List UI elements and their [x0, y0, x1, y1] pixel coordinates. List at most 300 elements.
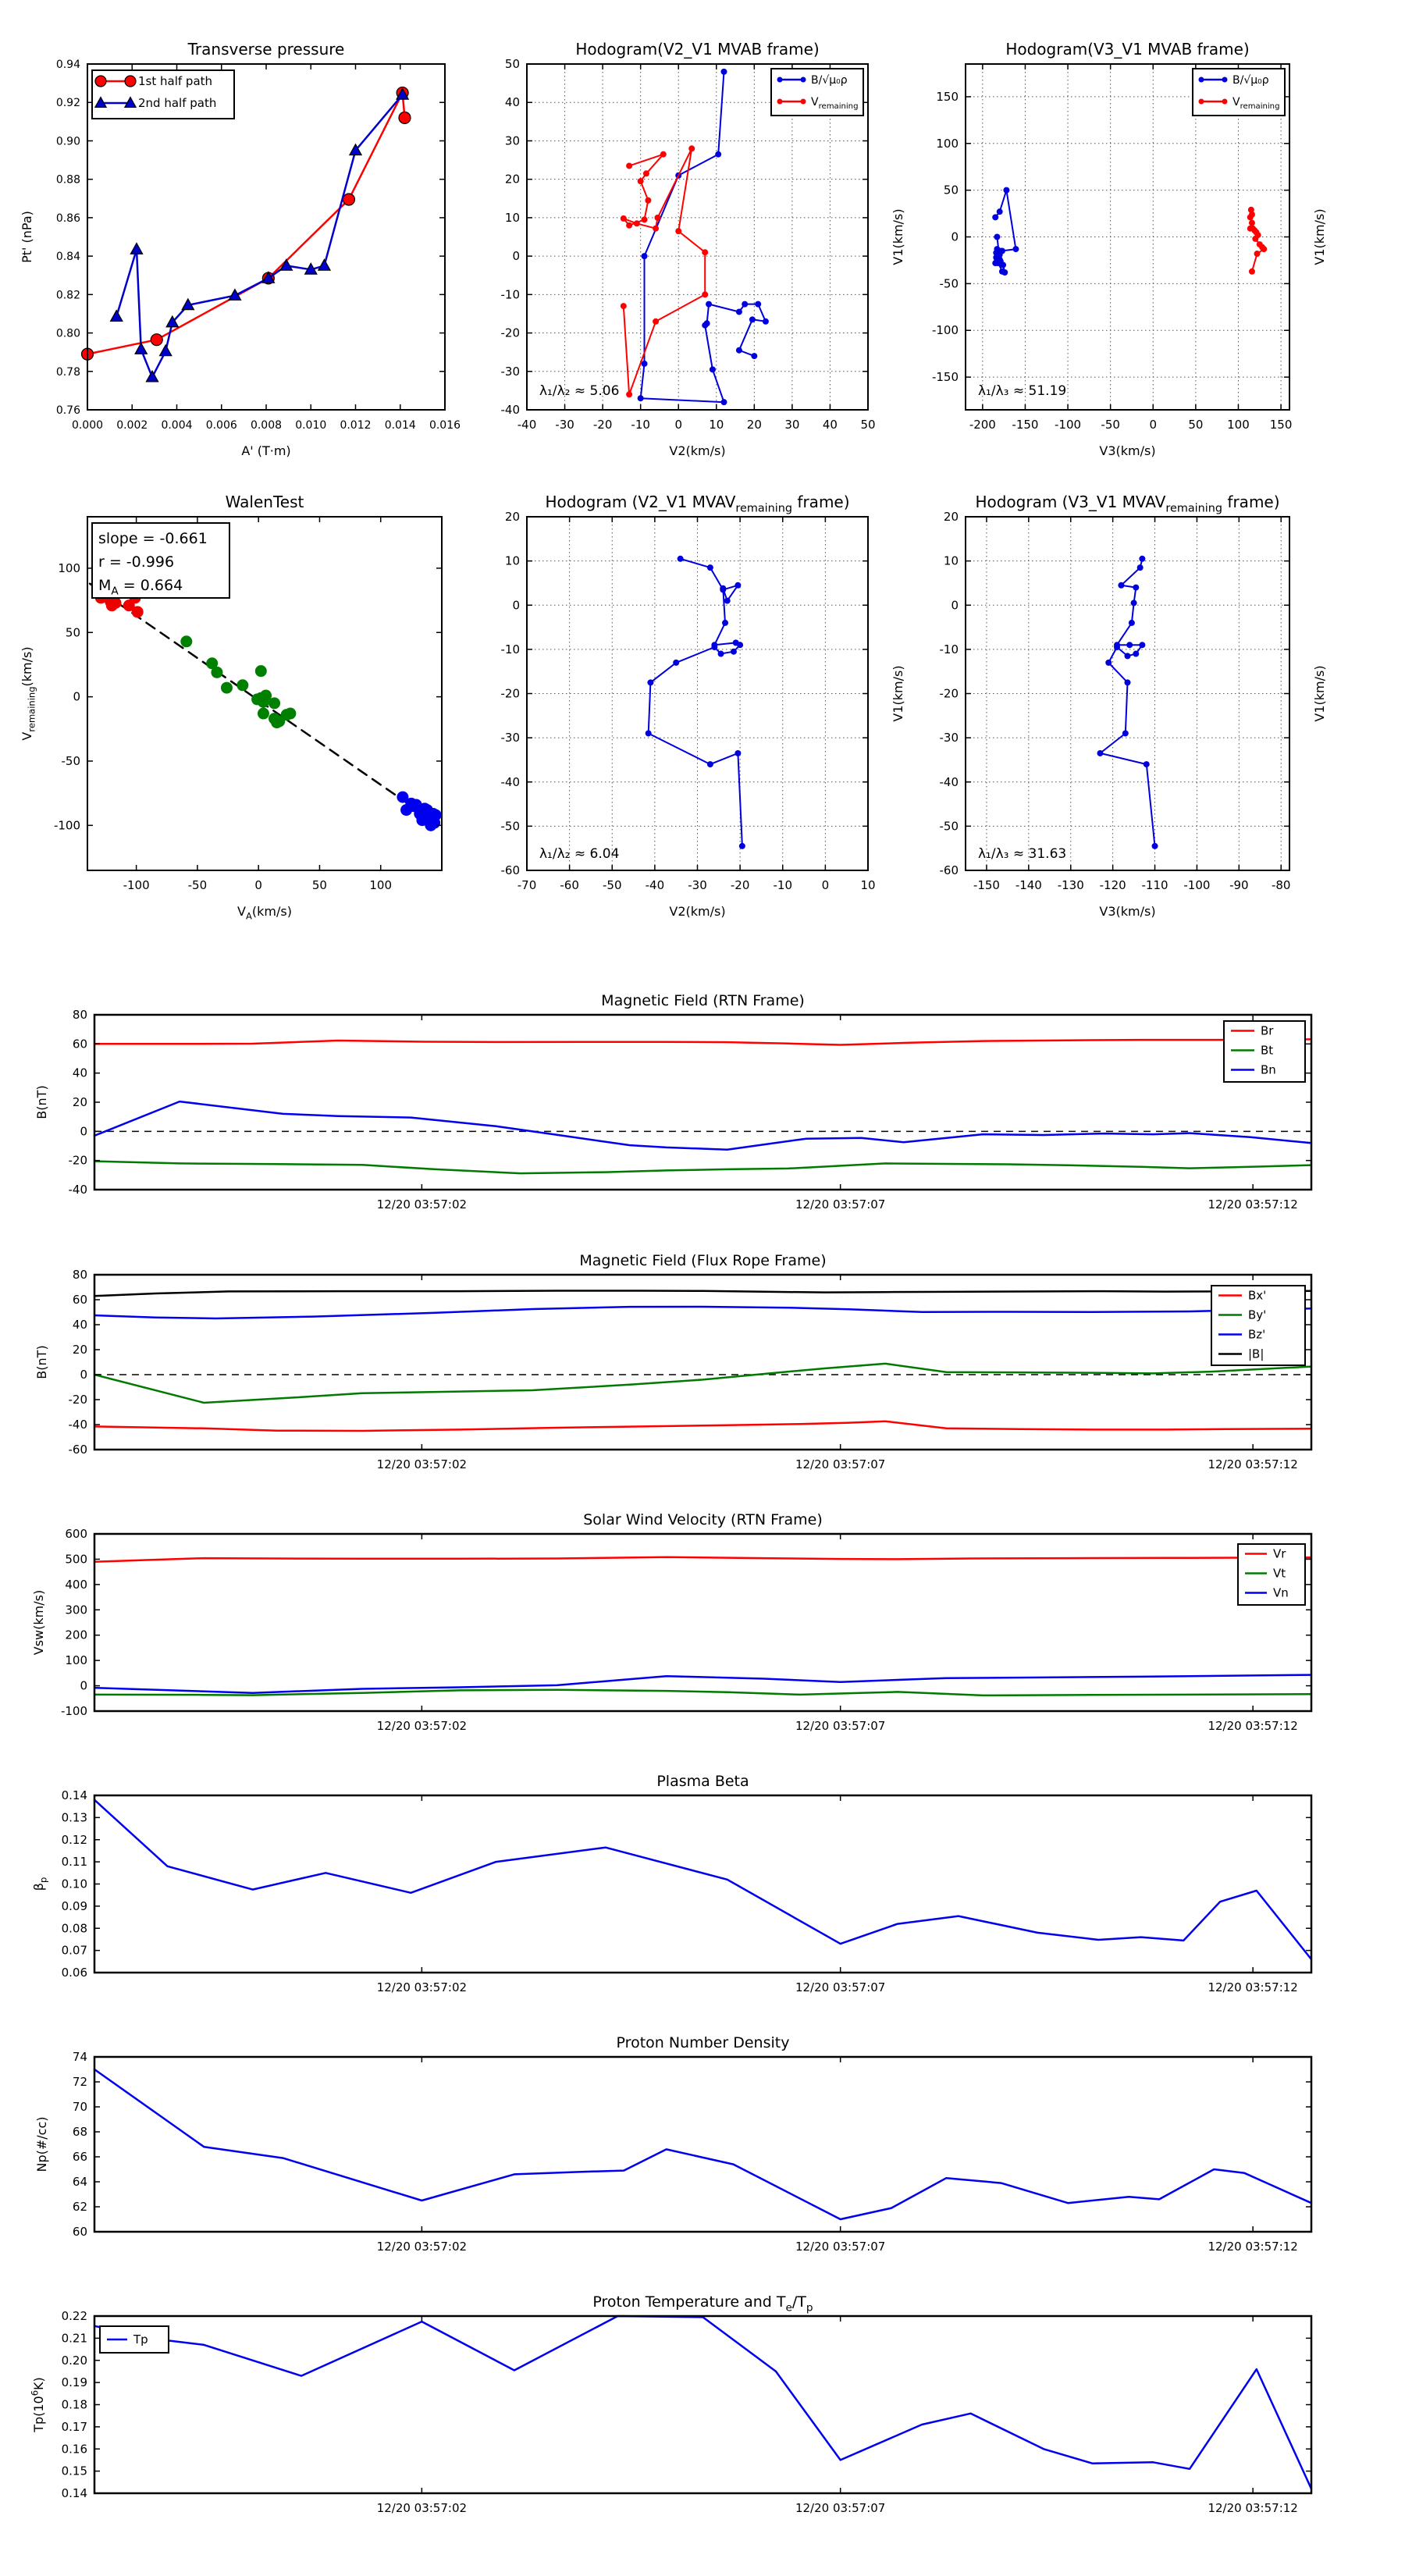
y-tick-label: 64 — [72, 2175, 87, 2189]
data-point-marker — [1252, 236, 1258, 242]
chart-hodogram-v3v1-mvab — [932, 40, 1327, 458]
y-tick-label: -30 — [500, 731, 520, 745]
y-tick-label: -10 — [939, 642, 959, 656]
y-axis-label: Pt' (nPa) — [20, 211, 34, 263]
data-point-marker — [642, 253, 648, 259]
annotation-text: λ₁/λ₃ ≈ 51.19 — [978, 383, 1067, 399]
data-point-marker — [318, 259, 330, 270]
data-point-marker — [645, 197, 651, 204]
y-tick-label: 0.14 — [61, 1788, 87, 1802]
x-tick-label: -100 — [1055, 418, 1082, 432]
data-point-marker — [653, 226, 659, 232]
chart-hodogram-v3v1-mvav — [940, 493, 1328, 919]
x-tick-label: -150 — [973, 878, 1000, 892]
y-tick-label: 50 — [504, 57, 520, 71]
y-axis-label: V1(km/s) — [891, 665, 905, 722]
legend-label: Vr — [1273, 1546, 1286, 1561]
x-tick-label: 0 — [674, 418, 682, 432]
x-tick-label: -150 — [1012, 418, 1039, 432]
data-point-marker — [763, 318, 769, 325]
data-point-marker — [992, 214, 998, 220]
y-tick-label: -40 — [500, 774, 520, 789]
data-point-marker — [707, 564, 713, 571]
x-tick-label: 50 — [311, 878, 327, 892]
data-point-marker — [626, 222, 632, 229]
x-tick-label: -30 — [688, 878, 707, 892]
x-tick-label: 0 — [1149, 418, 1158, 432]
data-point-marker — [399, 112, 411, 123]
y-tick-label: 200 — [65, 1628, 87, 1642]
data-point-marker — [1261, 246, 1267, 252]
y-tick-label: 0.10 — [61, 1877, 87, 1891]
x-axis-label: V3(km/s) — [1099, 904, 1156, 919]
legend — [100, 2326, 169, 2353]
data-point-marker — [1249, 269, 1255, 275]
y-axis-label: B(nT) — [34, 1085, 49, 1119]
chart-hodogram-v2v1-mvab — [501, 40, 906, 458]
data-point-marker — [430, 809, 442, 821]
x-tick-label: -60 — [560, 878, 579, 892]
annotation-text: λ₁/λ₂ ≈ 5.06 — [539, 383, 620, 399]
data-point-marker — [634, 220, 640, 226]
data-point-marker — [707, 761, 713, 767]
annotation-text: λ₁/λ₃ ≈ 31.63 — [978, 846, 1067, 862]
data-point-marker — [1199, 99, 1204, 105]
legend — [1224, 1021, 1305, 1082]
data-point-marker — [653, 318, 659, 325]
y-tick-label: 60 — [72, 2225, 87, 2239]
series-v-remaining — [624, 148, 705, 394]
data-point-marker — [1152, 843, 1158, 849]
x-tick-label: 12/20 03:57:07 — [795, 2240, 886, 2254]
chart-magnetic-field-rtn — [34, 992, 1311, 1212]
x-tick-label: 0.000 — [71, 419, 104, 432]
y-tick-label: 10 — [504, 210, 520, 225]
data-point-marker — [1199, 77, 1204, 83]
data-point-marker — [646, 730, 652, 736]
y-tick-label: 0 — [73, 689, 80, 704]
y-tick-label: -100 — [931, 323, 959, 338]
y-tick-label: 0.90 — [55, 135, 80, 148]
legend-label: 1st half path — [138, 74, 213, 88]
data-point-marker — [720, 399, 727, 405]
x-tick-label: 12/20 03:57:12 — [1208, 1719, 1298, 1733]
y-tick-label: 20 — [72, 1343, 87, 1357]
y-tick-label: 60 — [72, 1293, 87, 1307]
data-point-marker — [621, 215, 627, 222]
series-b-magnitude — [94, 1291, 1311, 1297]
y-tick-label: 0.18 — [61, 2397, 87, 2412]
legend-label: $V_{remaining}$ — [1232, 96, 1280, 111]
y-tick-label: 0.80 — [55, 327, 80, 340]
data-point-marker — [1114, 644, 1120, 650]
data-point-marker — [742, 301, 748, 308]
y-axis-label: V1(km/s) — [1312, 665, 1327, 722]
y-tick-label: 74 — [72, 2050, 87, 2064]
data-point-marker — [1144, 761, 1150, 767]
chart-title: Hodogram (V2_V1 $MVAV_{remaining}$ frame) — [545, 493, 850, 515]
y-tick-label: 0 — [951, 229, 959, 244]
x-tick-label: 0.002 — [116, 419, 148, 432]
y-tick-label: 66 — [72, 2150, 87, 2164]
y-axis-label: $Tp(10^6K)$ — [29, 2377, 46, 2432]
y-tick-label: 50 — [65, 625, 80, 640]
series-bt — [94, 1162, 1311, 1174]
series-v3-v1-path — [1101, 559, 1155, 846]
data-point-marker — [1097, 750, 1103, 756]
data-point-marker — [722, 620, 728, 626]
data-point-marker — [125, 76, 136, 87]
series-np — [94, 2069, 1311, 2219]
data-point-marker — [1222, 99, 1228, 105]
x-tick-label: 12/20 03:57:07 — [795, 1197, 886, 1212]
data-point-marker — [736, 308, 742, 315]
series-bz-prime — [94, 1307, 1311, 1318]
legend-label: B/√μ₀ρ — [1232, 74, 1269, 87]
legend-label: Br — [1261, 1023, 1274, 1038]
legend-label: Vt — [1273, 1566, 1286, 1581]
legend-label: By' — [1248, 1308, 1267, 1322]
axes-frame — [94, 2316, 1311, 2493]
x-tick-label: -10 — [773, 878, 792, 892]
y-tick-label: -10 — [500, 287, 520, 302]
x-tick-label: -40 — [517, 418, 537, 432]
chart-title: Magnetic Field (RTN Frame) — [601, 992, 805, 1009]
legend-label: Tp — [133, 2332, 148, 2347]
x-tick-label: 12/20 03:57:02 — [376, 2501, 468, 2515]
y-tick-label: 0.14 — [61, 2486, 87, 2500]
y-tick-label: 100 — [58, 560, 80, 575]
chart-transverse-pressure — [20, 40, 461, 458]
legend-label: 2nd half path — [138, 96, 217, 110]
x-tick-label: 100 — [1227, 418, 1250, 432]
y-tick-label: 0.11 — [61, 1855, 87, 1870]
legend — [1238, 1544, 1305, 1605]
data-point-marker — [675, 228, 681, 234]
data-point-marker — [146, 371, 158, 382]
chart-title: WalenTest — [225, 493, 304, 511]
chart-walen-test — [20, 493, 442, 921]
x-tick-label: 0.010 — [295, 419, 327, 432]
x-tick-label: 12/20 03:57:02 — [376, 1980, 468, 1994]
y-tick-label: -60 — [500, 863, 520, 877]
chart-plasma-beta — [31, 1773, 1311, 1994]
y-tick-label: -150 — [931, 370, 959, 385]
axes-frame — [94, 2057, 1311, 2232]
y-tick-label: -20 — [939, 686, 959, 701]
data-point-marker — [1254, 251, 1261, 257]
data-point-marker — [626, 162, 632, 169]
y-axis-label: V1(km/s) — [1312, 208, 1327, 265]
legend-label: Bn — [1261, 1062, 1276, 1077]
data-point-marker — [211, 667, 222, 678]
x-tick-label: -40 — [645, 878, 665, 892]
data-point-marker — [95, 76, 106, 87]
data-point-marker — [673, 660, 679, 666]
y-tick-label: -30 — [939, 731, 959, 745]
legend-label: |B| — [1248, 1347, 1264, 1361]
data-point-marker — [1131, 600, 1137, 606]
x-tick-label: 100 — [369, 878, 393, 892]
x-tick-label: 12/20 03:57:07 — [795, 2501, 886, 2515]
y-axis-label: $\beta_p$ — [31, 1877, 49, 1891]
data-point-marker — [801, 77, 806, 83]
annotation-text: slope = -0.661 — [98, 530, 208, 547]
data-point-marker — [1125, 679, 1131, 685]
x-tick-label: 12/20 03:57:07 — [795, 1719, 886, 1733]
y-axis-label: B(nT) — [34, 1345, 49, 1379]
data-point-marker — [720, 69, 727, 75]
x-tick-label: 150 — [1269, 418, 1293, 432]
y-tick-label: 0.12 — [61, 1832, 87, 1847]
legend — [1193, 69, 1285, 116]
data-point-marker — [660, 151, 667, 158]
data-point-marker — [724, 598, 731, 604]
y-tick-label: 0 — [80, 1678, 87, 1693]
data-point-marker — [702, 249, 708, 255]
series-b-over-sqrt-mu0-rho — [641, 72, 766, 402]
data-point-marker — [284, 708, 296, 720]
data-point-marker — [221, 682, 233, 694]
legend — [1211, 1286, 1305, 1365]
y-tick-label: 0.82 — [55, 289, 80, 302]
x-tick-label: 20 — [746, 418, 762, 432]
data-point-marker — [643, 170, 649, 176]
data-point-marker — [1000, 262, 1006, 268]
data-point-marker — [994, 234, 1000, 240]
y-tick-label: 20 — [504, 172, 520, 187]
x-tick-label: -70 — [517, 878, 537, 892]
x-tick-label: 12/20 03:57:12 — [1208, 1457, 1298, 1471]
x-tick-label: 0.006 — [205, 419, 237, 432]
y-tick-label: 300 — [65, 1603, 87, 1617]
data-point-marker — [997, 208, 1003, 215]
data-point-marker — [110, 597, 122, 609]
x-tick-label: -30 — [555, 418, 574, 432]
data-point-marker — [237, 679, 248, 691]
x-axis-label: V3(km/s) — [1099, 443, 1156, 458]
data-point-marker — [1012, 246, 1019, 252]
series-tp — [94, 2316, 1311, 2489]
data-point-marker — [642, 216, 648, 222]
y-tick-label: 0 — [80, 1124, 87, 1139]
data-point-marker — [735, 582, 741, 589]
y-tick-label: 40 — [72, 1318, 87, 1332]
y-tick-label: 0.78 — [55, 365, 80, 379]
chart-title: Proton Temperature and $T_e/T_p$ — [592, 2293, 813, 2314]
x-axis-label: V2(km/s) — [669, 904, 726, 919]
series-by-prime — [94, 1364, 1311, 1403]
data-point-marker — [704, 320, 710, 326]
data-point-marker — [749, 316, 756, 322]
x-tick-label: -100 — [123, 878, 150, 892]
chart-solar-wind-velocity — [31, 1511, 1311, 1733]
x-tick-label: 12/20 03:57:12 — [1208, 2501, 1298, 2515]
chart-title: Proton Number Density — [616, 2034, 790, 2051]
data-point-marker — [736, 347, 742, 354]
series-vr — [94, 1557, 1311, 1562]
legend-label: $V_{remaining}$ — [811, 96, 859, 111]
x-tick-label: 0.004 — [161, 419, 193, 432]
y-tick-label: -40 — [68, 1183, 87, 1197]
x-tick-label: 50 — [860, 418, 876, 432]
y-tick-label: -100 — [53, 818, 80, 833]
y-tick-label: -60 — [68, 1443, 87, 1457]
data-point-marker — [1247, 214, 1254, 220]
y-tick-label: -40 — [939, 774, 959, 789]
chart-title: Hodogram (V3_V1 $MVAV_{remaining}$ frame) — [975, 493, 1280, 515]
chart-title: Hodogram(V3_V1 MVAB frame) — [1005, 40, 1250, 59]
data-point-marker — [1125, 653, 1131, 659]
y-tick-label: -40 — [500, 403, 520, 417]
legend — [92, 70, 234, 119]
chart-title: Transverse pressure — [187, 40, 345, 59]
y-tick-label: 600 — [65, 1527, 87, 1541]
data-point-marker — [130, 243, 142, 254]
y-tick-label: 20 — [943, 510, 959, 524]
data-point-marker — [999, 269, 1005, 275]
y-tick-label: 62 — [72, 2200, 87, 2214]
data-point-marker — [1137, 564, 1144, 571]
x-tick-label: -20 — [592, 418, 613, 432]
y-tick-label: 0 — [512, 249, 520, 264]
y-tick-label: 150 — [936, 89, 959, 104]
data-point-marker — [1139, 556, 1145, 562]
y-tick-label: 0.19 — [61, 2375, 87, 2390]
data-point-marker — [702, 291, 708, 297]
x-tick-label: 12/20 03:57:07 — [795, 1457, 886, 1471]
data-point-marker — [777, 77, 783, 83]
legend-label: B/√μ₀ρ — [811, 74, 848, 87]
data-point-marker — [269, 697, 280, 709]
x-tick-label: 12/20 03:57:02 — [376, 1457, 468, 1471]
x-axis-label: V2(km/s) — [669, 443, 726, 458]
y-tick-label: 0.16 — [61, 2442, 87, 2457]
y-tick-label: 0 — [512, 598, 520, 613]
y-tick-label: 60 — [72, 1037, 87, 1051]
axes-frame — [94, 1275, 1311, 1450]
y-tick-label: 40 — [504, 95, 520, 110]
x-tick-label: 10 — [860, 878, 876, 892]
y-tick-label: -20 — [68, 1393, 87, 1407]
x-tick-label: 10 — [709, 418, 724, 432]
y-tick-label: 0.17 — [61, 2419, 87, 2434]
axes-frame — [94, 1534, 1311, 1711]
y-tick-label: 72 — [72, 2075, 87, 2089]
data-point-marker — [1133, 585, 1139, 591]
y-tick-label: 0.06 — [61, 1966, 87, 1980]
y-tick-label: 0.88 — [55, 173, 80, 187]
data-point-marker — [1105, 660, 1112, 666]
x-tick-label: 12/20 03:57:02 — [376, 1719, 468, 1733]
y-tick-label: -20 — [500, 686, 520, 701]
data-point-marker — [1129, 620, 1135, 626]
data-point-marker — [655, 215, 661, 221]
legend — [771, 69, 863, 116]
series-bn — [94, 1101, 1311, 1150]
y-tick-label: 0.84 — [55, 251, 80, 264]
data-point-marker — [1133, 651, 1139, 657]
x-tick-label: -20 — [730, 878, 750, 892]
chart-title: Magnetic Field (Flux Rope Frame) — [579, 1252, 827, 1269]
data-point-marker — [621, 303, 627, 309]
data-point-marker — [647, 679, 653, 685]
x-tick-label: -90 — [1229, 878, 1249, 892]
y-tick-label: 70 — [72, 2100, 87, 2114]
data-point-marker — [688, 145, 695, 151]
x-tick-label: -200 — [969, 418, 996, 432]
x-tick-label: 12/20 03:57:07 — [795, 1980, 886, 1994]
x-tick-label: 50 — [1188, 418, 1204, 432]
series-bx-prime — [94, 1421, 1311, 1431]
y-tick-label: 20 — [504, 510, 520, 524]
chart-proton-temperature — [29, 2293, 1311, 2515]
y-tick-label: 0.94 — [55, 59, 80, 71]
chart-magnetic-field-flux-rope — [34, 1252, 1311, 1471]
y-axis-label: V1(km/s) — [891, 208, 905, 265]
series-vn — [94, 1675, 1311, 1693]
y-tick-label: 0.76 — [55, 404, 80, 417]
annotation-text: r = -0.996 — [98, 553, 175, 571]
annotation-text: $M_A = 0.664$ — [98, 577, 183, 598]
y-tick-label: -40 — [68, 1418, 87, 1432]
x-tick-label: 30 — [784, 418, 800, 432]
x-tick-label: 12/20 03:57:12 — [1208, 1197, 1298, 1212]
y-tick-label: 80 — [72, 1008, 87, 1022]
y-tick-label: 30 — [504, 133, 520, 148]
y-tick-label: 0.21 — [61, 2331, 87, 2346]
y-tick-label: -50 — [500, 819, 520, 834]
data-point-marker — [751, 353, 757, 359]
y-tick-label: -20 — [500, 326, 520, 340]
x-tick-label: 12/20 03:57:02 — [376, 1197, 468, 1212]
data-point-marker — [720, 585, 726, 592]
x-tick-label: -50 — [603, 878, 622, 892]
y-tick-label: -60 — [939, 863, 959, 877]
x-tick-label: -10 — [631, 418, 650, 432]
x-tick-label: 0.008 — [250, 419, 283, 432]
data-point-marker — [755, 301, 761, 308]
y-tick-label: 10 — [504, 553, 520, 568]
y-tick-label: 20 — [72, 1095, 87, 1109]
data-point-marker — [111, 311, 123, 322]
data-point-marker — [735, 750, 741, 756]
y-tick-label: 0.07 — [61, 1943, 87, 1958]
y-tick-label: 10 — [943, 553, 959, 568]
y-tick-label: -30 — [500, 364, 520, 379]
y-axis-label: Np(#/cc) — [34, 2116, 49, 2172]
y-tick-label: 0.09 — [61, 1898, 87, 1913]
data-point-marker — [992, 260, 998, 266]
chart-proton-number-density — [34, 2034, 1311, 2254]
y-tick-label: 500 — [65, 1552, 87, 1567]
data-point-marker — [1222, 77, 1228, 83]
data-point-marker — [160, 345, 172, 356]
x-tick-label: 40 — [822, 418, 838, 432]
x-tick-label: -100 — [1183, 878, 1211, 892]
y-tick-label: 68 — [72, 2125, 87, 2139]
legend-label: Vn — [1273, 1585, 1289, 1600]
data-point-marker — [1139, 642, 1145, 648]
y-tick-label: 0 — [951, 598, 959, 613]
data-point-marker — [1003, 187, 1009, 194]
data-point-marker — [1249, 220, 1255, 226]
y-tick-label: 400 — [65, 1577, 87, 1592]
x-tick-label: -110 — [1141, 878, 1168, 892]
x-tick-label: -120 — [1099, 878, 1126, 892]
y-tick-label: 0.22 — [61, 2309, 87, 2323]
legend-label: Bz' — [1248, 1327, 1266, 1342]
